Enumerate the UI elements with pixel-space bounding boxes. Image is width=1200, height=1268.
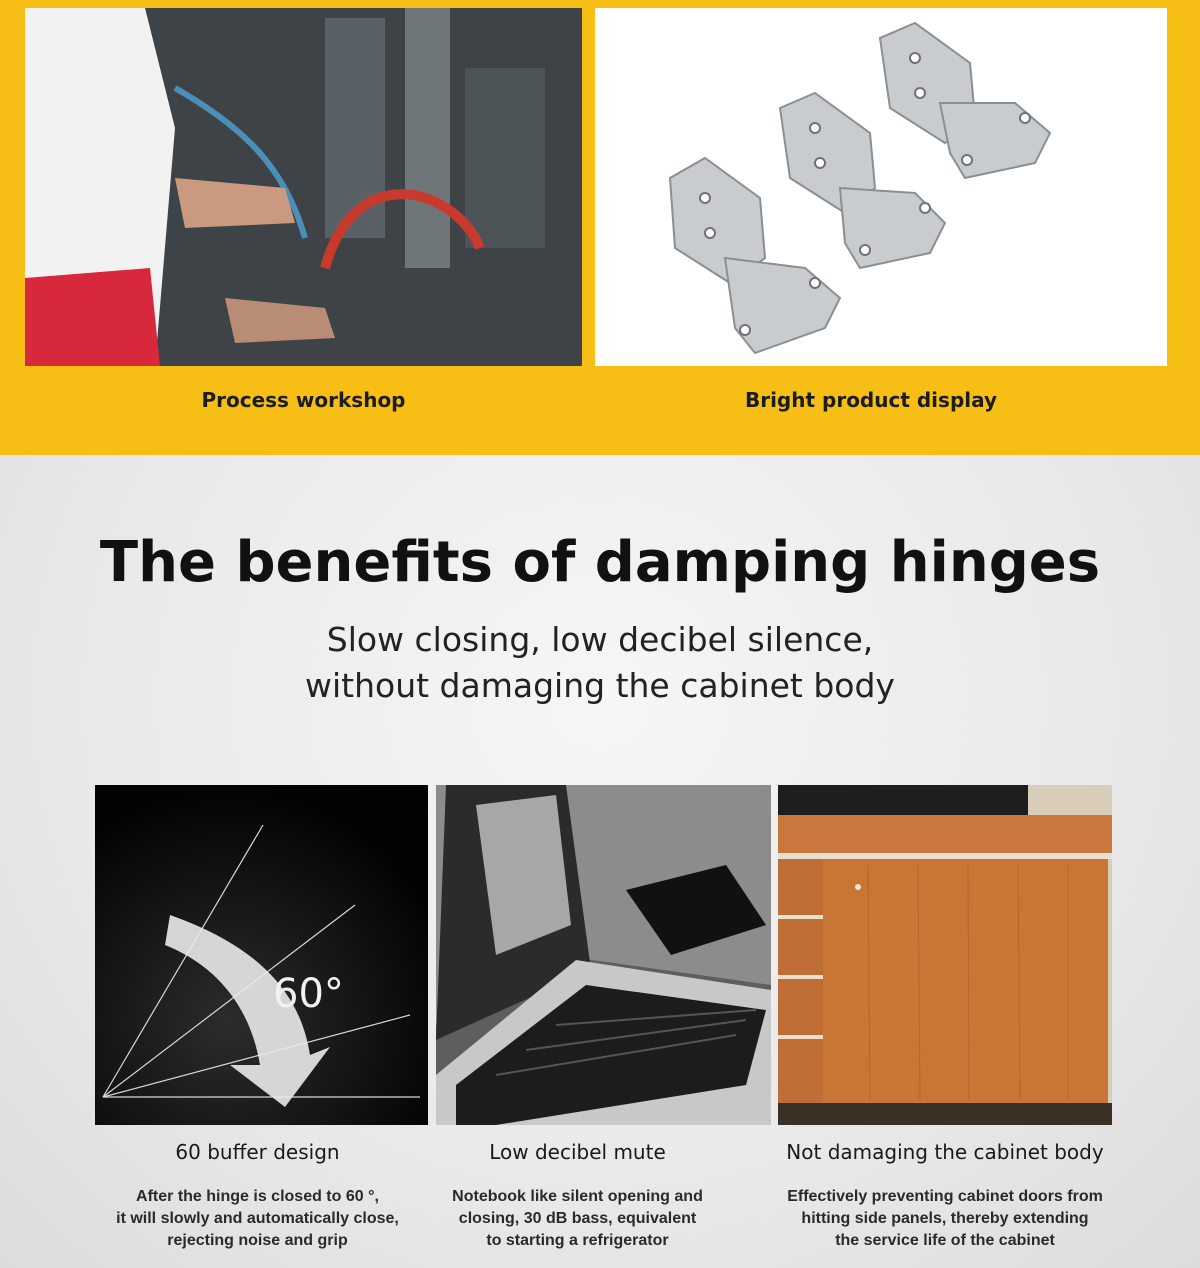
feature-desc-mute xyxy=(425,1186,730,1252)
feature-title-buffer: 60 buffer design xyxy=(175,1140,340,1164)
hinge-product-photo xyxy=(595,8,1167,366)
benefits-subline xyxy=(0,617,1200,709)
desc-line: it will slowly and automatically close, xyxy=(116,1210,399,1227)
feature-title-mute: Low decibel mute xyxy=(489,1140,666,1164)
desc-line: rejecting noise and grip xyxy=(167,1232,348,1249)
laptop-image xyxy=(436,785,771,1125)
angle-label: 60° xyxy=(273,971,344,1017)
desc-line: the service life of the cabinet xyxy=(835,1232,1055,1249)
desc-line: to starting a refrigerator xyxy=(486,1232,669,1249)
product-display-caption: Bright product display xyxy=(744,388,998,412)
cabinet-image xyxy=(778,785,1112,1125)
workshop-caption: Process workshop xyxy=(201,388,406,412)
top-banner xyxy=(0,0,1200,455)
feature-title-cabinet: Not damaging the cabinet body xyxy=(786,1140,1104,1164)
desc-line: hitting side panels, thereby extending xyxy=(801,1210,1089,1227)
desc-line: Notebook like silent opening and xyxy=(452,1188,703,1205)
benefits-headline: The benefits of damping hinges xyxy=(99,530,1101,595)
desc-line: After the hinge is closed to 60 °, xyxy=(136,1188,379,1205)
subline-line-2: without damaging the cabinet body xyxy=(305,666,895,705)
desc-line: closing, 30 dB bass, equivalent xyxy=(458,1210,697,1227)
subline-line-1: Slow closing, low decibel silence, xyxy=(326,620,874,659)
buffer-design-image xyxy=(95,785,428,1125)
feature-desc-buffer xyxy=(80,1186,435,1252)
feature-desc-cabinet xyxy=(760,1186,1130,1252)
desc-line: Effectively preventing cabinet doors from xyxy=(787,1188,1103,1205)
workshop-photo xyxy=(25,8,582,366)
